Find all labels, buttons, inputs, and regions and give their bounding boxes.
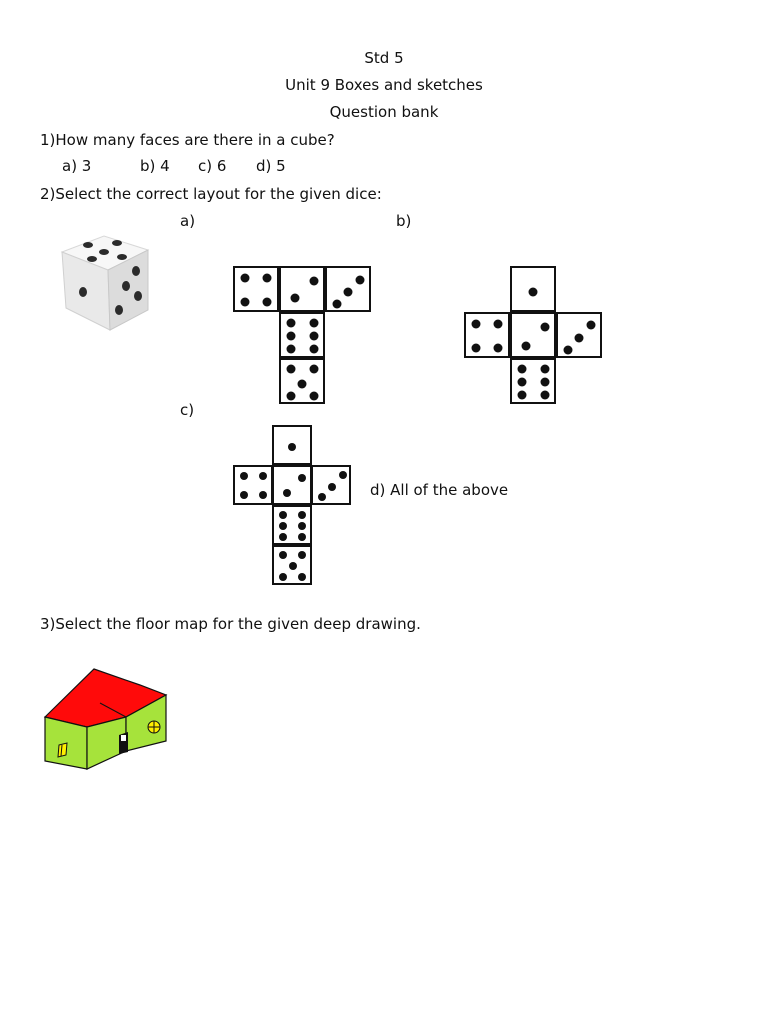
pip <box>283 489 291 497</box>
q2-option-c-label[interactable]: c) <box>180 401 195 419</box>
pip <box>518 391 527 400</box>
net-a-face-two <box>325 266 371 312</box>
net-a-face-six <box>279 312 325 358</box>
pip <box>241 274 250 283</box>
pip <box>287 319 296 328</box>
pip <box>240 491 248 499</box>
net-c-face-two <box>272 465 312 505</box>
pip <box>259 472 267 480</box>
pip <box>241 298 250 307</box>
net-b-face-four <box>464 312 510 358</box>
pip <box>339 471 347 479</box>
pip <box>263 274 272 283</box>
pip <box>310 392 319 401</box>
pip <box>310 365 319 374</box>
q1-option-c[interactable]: c) 6 <box>198 157 227 175</box>
pip <box>287 392 296 401</box>
net-c-face-five <box>272 545 312 585</box>
net-b-face-one <box>510 266 556 312</box>
pip <box>259 491 267 499</box>
q2-option-b-label[interactable]: b) <box>396 212 412 230</box>
net-b-face-three <box>556 312 602 358</box>
pip <box>279 533 287 541</box>
pip <box>240 472 248 480</box>
pip <box>298 573 306 581</box>
pip <box>328 483 336 491</box>
pip <box>310 319 319 328</box>
pip <box>518 378 527 387</box>
pip <box>529 288 538 297</box>
pip <box>298 551 306 559</box>
pip <box>333 300 342 309</box>
pip <box>279 573 287 581</box>
q1-option-b[interactable]: b) 4 <box>140 157 170 175</box>
pip <box>263 298 272 307</box>
pip <box>279 551 287 559</box>
net-b-face-six <box>510 358 556 404</box>
pip <box>318 493 326 501</box>
q1-option-d[interactable]: d) 5 <box>256 157 286 175</box>
question-3: 3)Select the floor map for the given deep drawing. <box>40 615 421 633</box>
net-a-face-three <box>279 266 325 312</box>
dice-illustration <box>52 228 157 333</box>
pip <box>344 288 353 297</box>
pip <box>494 344 503 353</box>
pip <box>298 380 307 389</box>
q2-option-a-label[interactable]: a) <box>180 212 196 230</box>
pip <box>575 334 584 343</box>
pip <box>279 511 287 519</box>
pip <box>356 276 365 285</box>
net-c-face-three <box>311 465 351 505</box>
pip <box>541 378 550 387</box>
pip <box>472 320 481 329</box>
pip <box>518 365 527 374</box>
pip <box>541 391 550 400</box>
pip <box>310 332 319 341</box>
unit-title: Unit 9 Boxes and sketches <box>285 76 483 94</box>
question-2: 2)Select the correct layout for the given dice: <box>40 185 382 203</box>
pip <box>291 294 300 303</box>
net-c-face-one <box>272 425 312 465</box>
pip <box>298 511 306 519</box>
pip <box>287 365 296 374</box>
net-a-face-five <box>279 358 325 404</box>
pip <box>298 474 306 482</box>
house-drawing <box>42 665 172 775</box>
pip <box>564 346 573 355</box>
pip <box>298 522 306 530</box>
net-c-face-four <box>233 465 273 505</box>
pip <box>298 533 306 541</box>
pip <box>279 522 287 530</box>
house-window-left <box>58 743 67 757</box>
question-1: 1)How many faces are there in a cube? <box>40 131 335 149</box>
q2-option-d-label[interactable]: d) All of the above <box>370 481 509 499</box>
pip <box>494 320 503 329</box>
pip <box>310 345 319 354</box>
pip <box>587 321 596 330</box>
pip <box>310 277 319 286</box>
net-a-face-four <box>233 266 279 312</box>
pip <box>472 344 481 353</box>
pip <box>541 323 550 332</box>
pip <box>541 365 550 374</box>
pip <box>287 332 296 341</box>
pip <box>287 345 296 354</box>
pip <box>522 342 531 351</box>
pip <box>288 443 296 451</box>
pip <box>289 562 297 570</box>
net-b-face-two <box>510 312 556 358</box>
q1-option-a[interactable]: a) 3 <box>62 157 92 175</box>
net-c-face-six <box>272 505 312 545</box>
page-subtitle: Question bank <box>329 103 439 121</box>
standard-label: Std 5 <box>364 49 404 67</box>
